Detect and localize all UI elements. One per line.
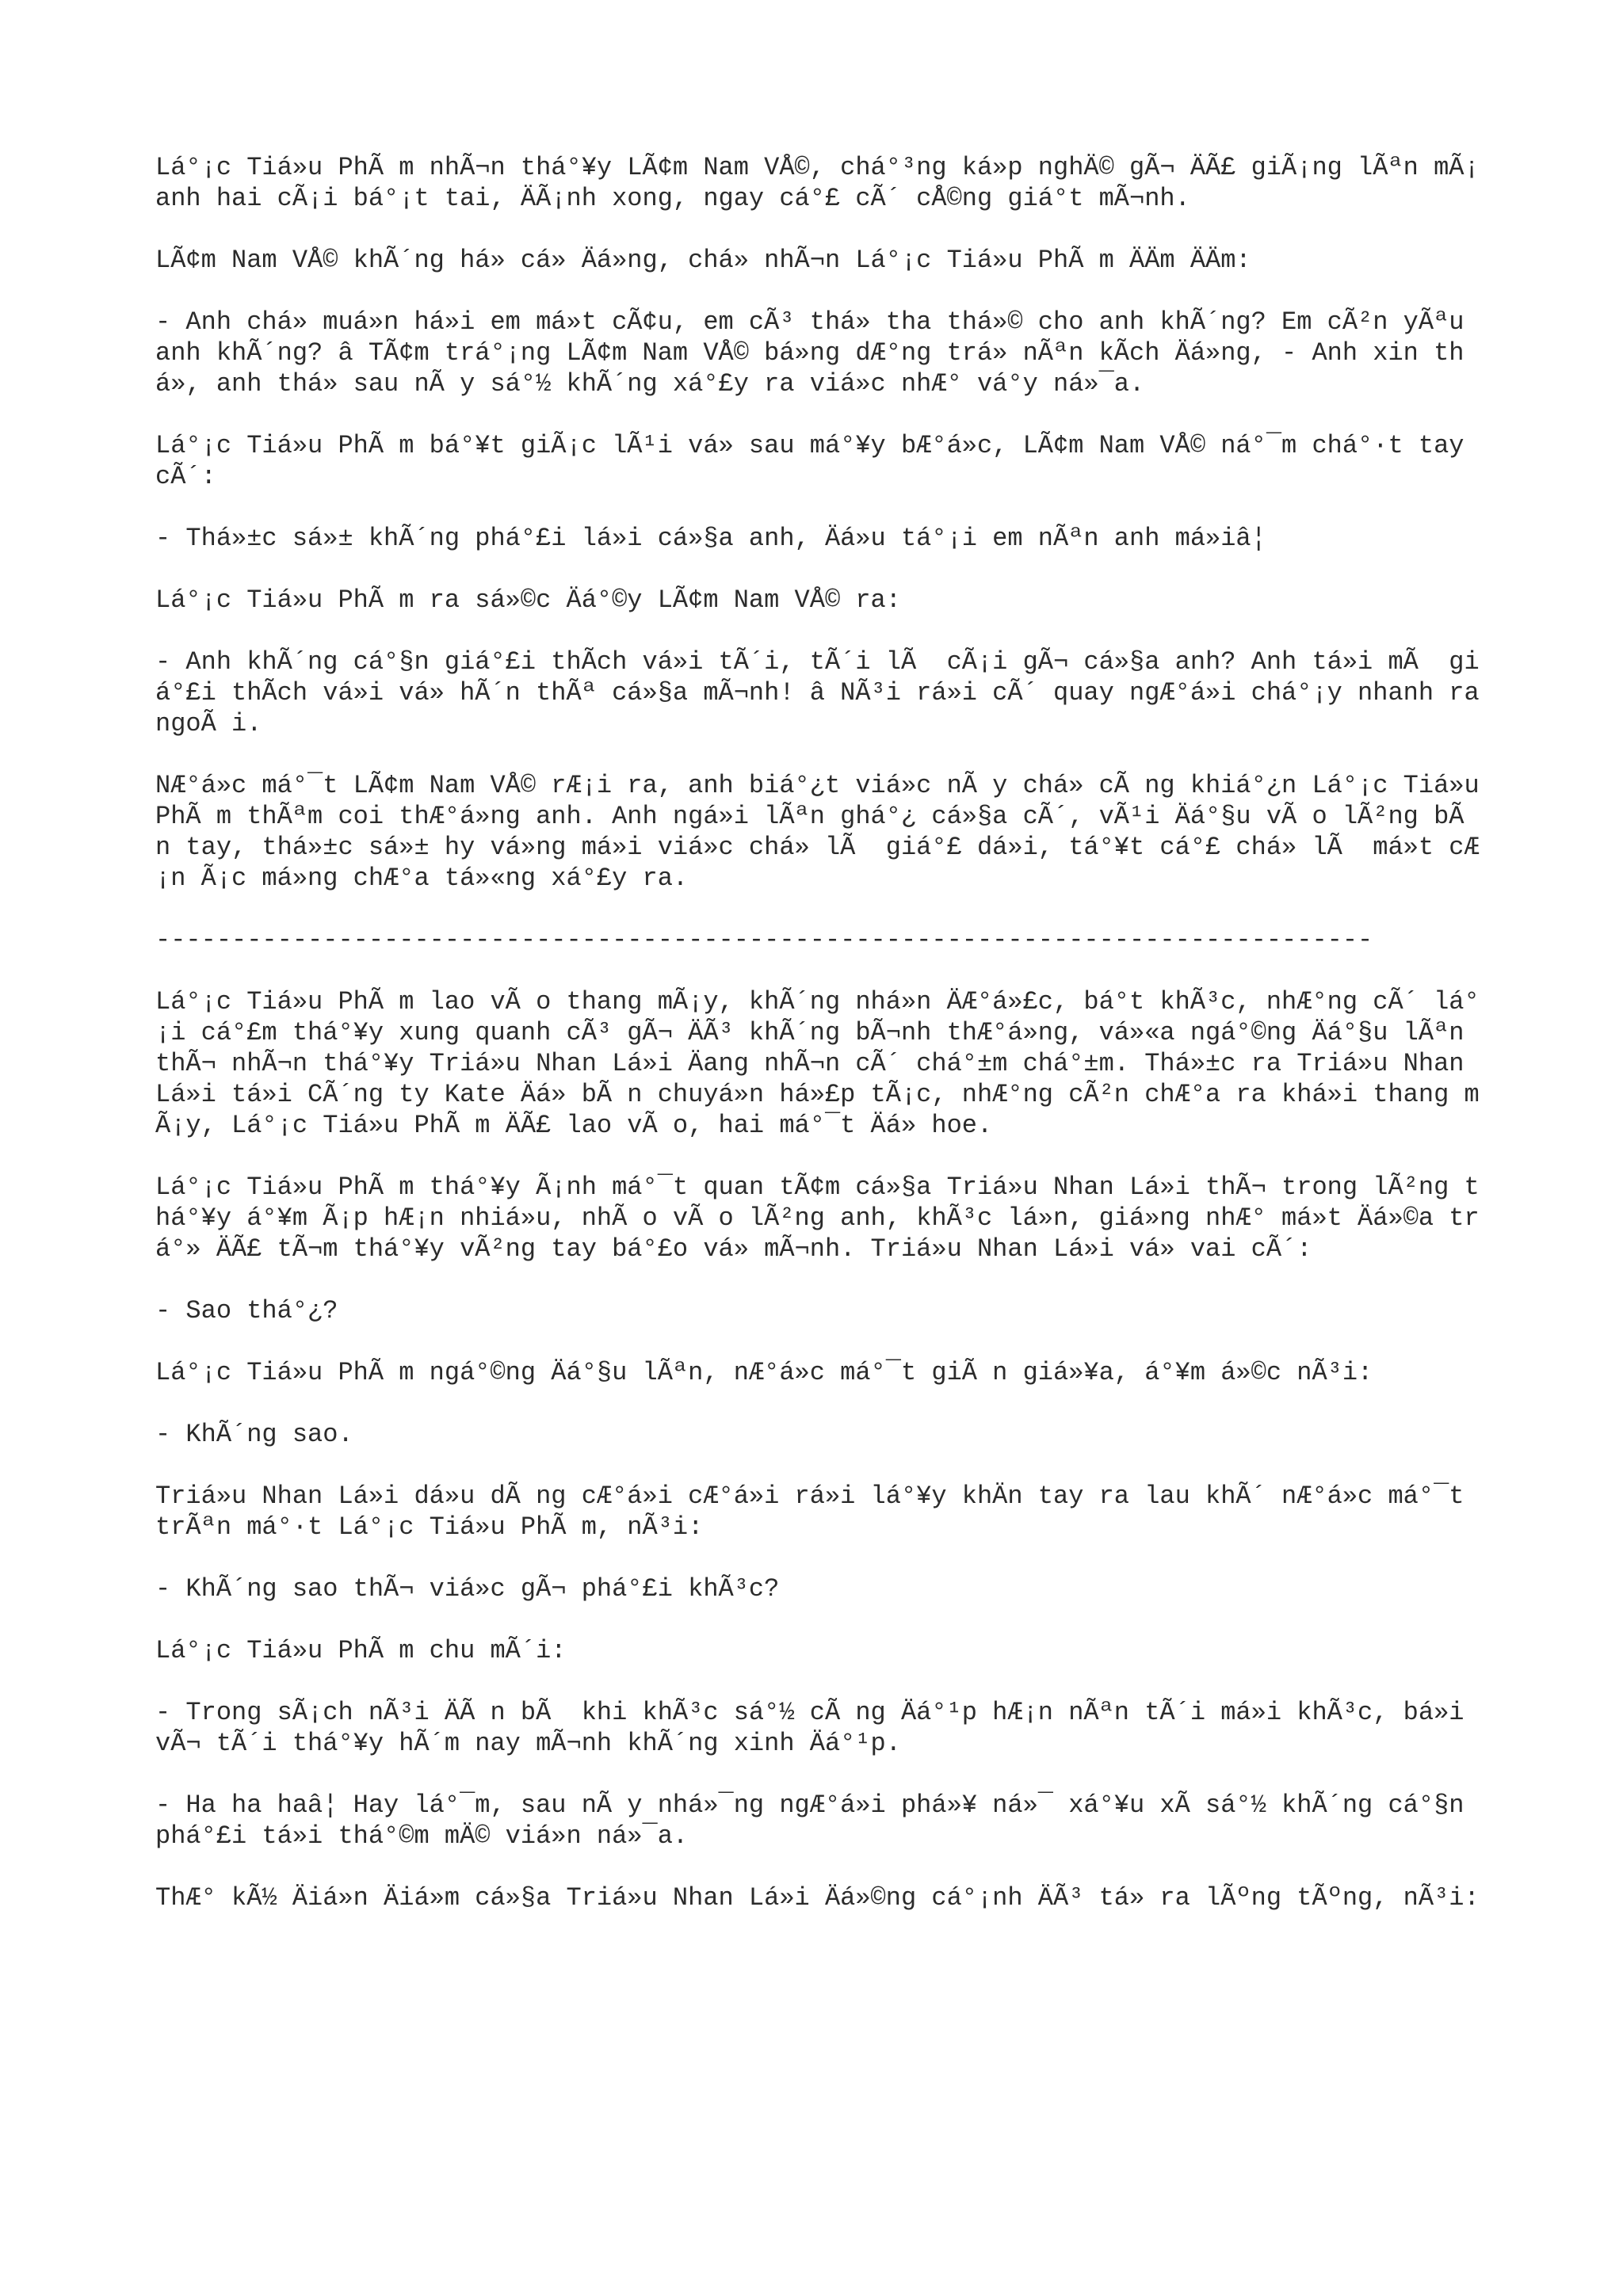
paragraph: Lá°¡c Tiá»u PhÃ m bá°¥t giÃ¡c lÃ¹i vá» sau má°¥y bÆ°á»c, LÃ¢m Nam VÅ© ná°¯m chá°·t tay cÃ´: — [155, 431, 1480, 491]
paragraph: - KhÃ´ng sao. — [155, 1420, 353, 1449]
paragraph: Triá»u Nhan Lá»i dá»u dÃ ng cÆ°á»i cÆ°á»i rá»i lá°¥y khÄn tay ra lau khÃ´ nÆ°á»c má°¯t trÃªn má°·t Lá°¡c Tiá»u PhÃ m, nÃ³i: — [155, 1482, 1480, 1542]
paragraph: NÆ°á»c má°¯t LÃ¢m Nam VÅ© rÆ¡i ra, anh biá°¿t viá»c nÃ y chá» cÃ ng khiá°¿n Lá°¡c Tiá»u PhÃ m thÃªm coi thÆ°á»ng anh. Anh ngá»i lÃªn ghá°¿ cá»§a cÃ´, vÃ¹i Äá°§u vÃ o lÃ²ng bÃ n tay, thá»±c sá»± hy vá»ng má»i viá»c chá» lÃ giá°£ dá»i, tá°¥t cá°£ chá» lÃ má»t cÆ¡n Ã¡c má»ng chÆ°a tá»«ng xá°£y ra. — [155, 771, 1495, 893]
paragraph: Lá°¡c Tiá»u PhÃ m ra sá»©c Äá°©y LÃ¢m Nam VÅ© ra: — [155, 585, 901, 615]
paragraph: - Sao thá°¿? — [155, 1296, 338, 1325]
paragraph: - Anh chá» muá»n há»i em má»t cÃ¢u, em cÃ³ thá» tha thá»© cho anh khÃ´ng? Em cÃ²n yÃªu anh khÃ´ng? â TÃ¢m trá°¡ng LÃ¢m Nam VÅ© bá»ng dÆ°ng trá» nÃªn kÃch Äá»ng, - Anh xin thá», anh thá» sau nÃ y sá°½ khÃ´ng xá°£y ra viá»c nhÆ° vá°y ná»¯a. — [155, 307, 1480, 399]
paragraph: LÃ¢m Nam VÅ© khÃ´ng há» cá» Äá»ng, chá» nhÃ¬n Lá°¡c Tiá»u PhÃ m ÄÄm ÄÄm: — [155, 246, 1251, 275]
paragraph: - Ha ha haâ¦ Hay lá°¯m, sau nÃ y nhá»¯ng ngÆ°á»i phá»¥ ná»¯ xá°¥u xÃ sá°½ khÃ´ng cá°§n phá°£i tá»i thá°©m mÄ© viá»n ná»¯a. — [155, 1791, 1480, 1851]
paragraph: Lá°¡c Tiá»u PhÃ m ngá°©ng Äá°§u lÃªn, nÆ°á»c má°¯t giÃ n giá»¥a, á°¥m á»©c nÃ³i: — [155, 1358, 1373, 1387]
paragraph: Lá°¡c Tiá»u PhÃ m chu mÃ´i: — [155, 1636, 567, 1665]
paragraph: - Trong sÃ¡ch nÃ³i ÄÃ n bÃ khi khÃ³c sá°½ cÃ ng Äá°¹p hÆ¡n nÃªn tÃ´i má»i khÃ³c, bá»i vÃ¬ tÃ´i thá°¥y hÃ´m nay mÃ¬nh khÃ´ng xinh Äá°¹p. — [155, 1698, 1480, 1758]
paragraph: ThÆ° kÃ½ Äiá»n Äiá»m cá»§a Triá»u Nhan Lá»i Äá»©ng cá°¡nh ÄÃ³ tá» ra lÃºng tÃºng, nÃ³i: — [155, 1883, 1480, 1913]
paragraph: Lá°¡c Tiá»u PhÃ m thá°¥y Ã¡nh má°¯t quan tÃ¢m cá»§a Triá»u Nhan Lá»i thÃ¬ trong lÃ²ng thá°¥y á°¥m Ã¡p hÆ¡n nhiá»u, nhÃ o vÃ o lÃ²ng anh, khÃ³c lá»n, giá»ng nhÆ° má»t Äá»©a trá°» ÄÃ£ tÃ¬m thá°¥y vÃ²ng tay bá°£o vá» mÃ¬nh. Triá»u Nhan Lá»i vá» vai cÃ´: — [155, 1173, 1480, 1264]
paragraph: - Thá»±c sá»± khÃ´ng phá°£i lá»i cá»§a anh, Äá»u tá°¡i em nÃªn anh má»iâ¦ — [155, 524, 1266, 553]
paragraph: - Anh khÃ´ng cá°§n giá°£i thÃch vá»i tÃ´i, tÃ´i lÃ cÃ¡i gÃ¬ cá»§a anh? Anh tá»i mÃ giá°£i thÃch vá»i vá» hÃ´n thÃª cá»§a mÃ¬nh! â NÃ³i rá»i cÃ´ quay ngÆ°á»i chá°¡y nhanh ra ngoÃ i. — [155, 647, 1495, 738]
paragraph: Lá°¡c Tiá»u PhÃ m nhÃ¬n thá°¥y LÃ¢m Nam VÅ©, chá°³ng ká»p nghÄ© gÃ¬ ÄÃ£ giÃ¡ng lÃªn mÃ¡ anh hai cÃ¡i bá°¡t tai, ÄÃ¡nh xong, ngay cá°£ cÃ´ cÅ©ng giá°t mÃ¬nh. — [155, 153, 1495, 213]
paragraph: - KhÃ´ng sao thÃ¬ viá»c gÃ¬ phá°£i khÃ³c? — [155, 1574, 780, 1604]
section-divider: -------------------------------------------------------------------------------- — [155, 925, 1373, 955]
document-body — [155, 152, 1495, 1944]
paragraph: Lá°¡c Tiá»u PhÃ m lao vÃ o thang mÃ¡y, khÃ´ng nhá»n ÄÆ°á»£c, bá°t khÃ³c, nhÆ°ng cÃ´ lá°¡i cá°£m thá°¥y xung quanh cÃ³ gÃ¬ ÄÃ³ khÃ´ng bÃ¬nh thÆ°á»ng, vá»«a ngá°©ng Äá°§u lÃªn thÃ¬ nhÃ¬n thá°¥y Triá»u Nhan Lá»i Äang nhÃ¬n cÃ´ chá°±m chá°±m. Thá»±c ra Triá»u Nhan Lá»i tá»i CÃ´ng ty Kate Äá» bÃ n chuyá»n há»£p tÃ¡c, nhÆ°ng cÃ²n chÆ°a ra khá»i thang mÃ¡y, Lá°¡c Tiá»u PhÃ m ÄÃ£ lao vÃ o, hai má°¯t Äá» hoe. — [155, 987, 1480, 1140]
